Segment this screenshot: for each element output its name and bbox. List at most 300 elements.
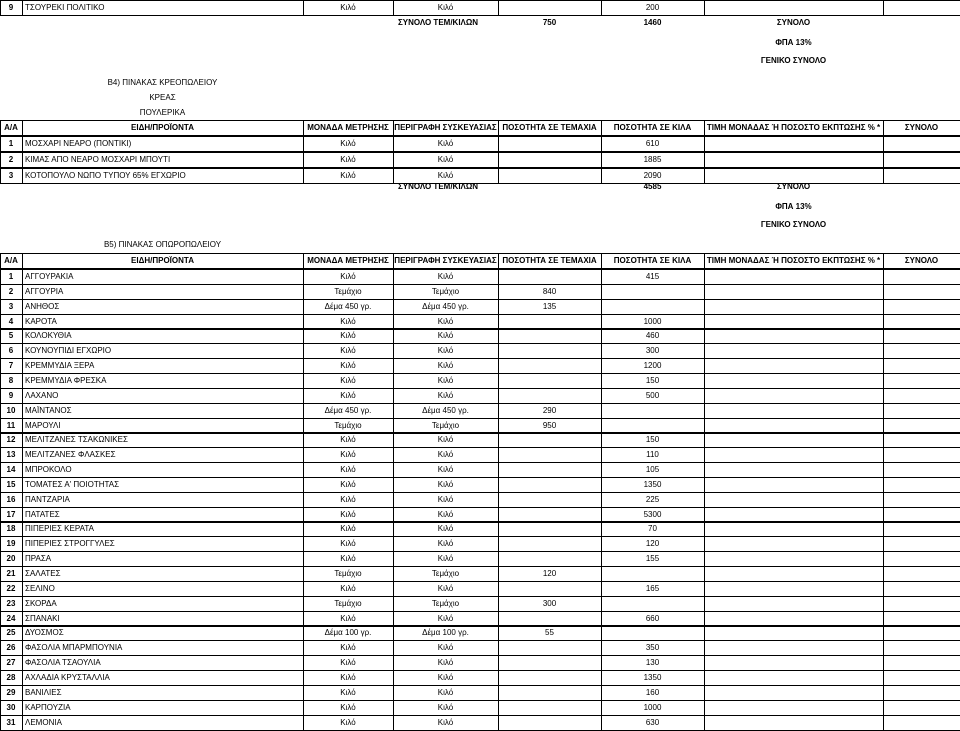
row-number: 29 bbox=[6, 687, 16, 697]
row-total bbox=[883, 269, 960, 284]
quantity-kilos bbox=[601, 403, 704, 418]
table-row bbox=[0, 536, 960, 551]
row-number: 15 bbox=[6, 479, 16, 489]
item-name: ΚΑΡΠΟΥΖΙΑ bbox=[25, 702, 71, 712]
row-total bbox=[883, 328, 960, 343]
quantity-pieces bbox=[498, 551, 601, 566]
header-aa: Α/Α bbox=[4, 256, 18, 265]
row-total bbox=[883, 0, 960, 15]
quantity-kilos: 1350 bbox=[643, 672, 662, 682]
row-number: 26 bbox=[6, 643, 16, 653]
package-description: Κιλό bbox=[437, 702, 454, 712]
table-row bbox=[0, 670, 960, 685]
table-row bbox=[0, 136, 960, 151]
row-number: 1 bbox=[8, 272, 14, 281]
row-number: 3 bbox=[8, 301, 14, 311]
quantity-kilos: 155 bbox=[645, 554, 660, 564]
unit-of-measure: Κιλό bbox=[340, 361, 356, 371]
section-subtitle-poultry bbox=[0, 105, 960, 120]
quantity-pieces bbox=[498, 611, 601, 626]
package-description: Δέμα 100 γρ. bbox=[422, 628, 469, 638]
row-number: 6 bbox=[8, 346, 14, 356]
quantity-pieces: 120 bbox=[542, 569, 557, 578]
item-name: ΠΙΠΕΡΙΕΣ ΣΤΡΟΓΓΥΛΕΣ bbox=[25, 539, 115, 549]
unit-price bbox=[704, 136, 883, 151]
row-total bbox=[883, 685, 960, 700]
quantity-pieces bbox=[498, 507, 601, 522]
unit-of-measure: Δέμα 100 γρ. bbox=[324, 628, 372, 638]
quantity-kilos: 150 bbox=[645, 435, 660, 445]
row-number: 28 bbox=[6, 672, 16, 682]
item-name: ΣΚΟΡΔΑ bbox=[25, 598, 57, 608]
section-title-b5-text: Β5) ΠΙΝΑΚΑΣ ΟΠΩΡΟΠΩΛΕΙΟΥ bbox=[103, 240, 222, 249]
unit-price bbox=[704, 655, 883, 670]
unit-of-measure: Τεμάχιο bbox=[334, 420, 362, 430]
item-name: ΑΝΗΘΟΣ bbox=[25, 301, 60, 311]
header-qty-kg: ΠΟΣΟΤΗΤΑ ΣΕ ΚΙΛΑ bbox=[613, 256, 692, 265]
item-name: ΠΑΝΤΖΑΡΙΑ bbox=[25, 494, 70, 504]
header-unit: ΜΟΝΑΔΑ ΜΕΤΡΗΣΗΣ bbox=[307, 123, 389, 132]
header-aa: Α/Α bbox=[4, 123, 18, 132]
quantity-pieces: 300 bbox=[542, 598, 557, 608]
package-description: Τεμάχιο bbox=[431, 286, 460, 296]
header-qty-pcs: ΠΟΣΟΤΗΤΑ ΣΕ ΤΕΜΑΧΙΑ bbox=[502, 256, 597, 265]
package-description: Κιλό bbox=[437, 155, 454, 164]
unit-of-measure: Κιλό bbox=[340, 554, 356, 564]
summary-grand-row bbox=[0, 53, 960, 68]
quantity-kilos: 150 bbox=[645, 375, 660, 385]
row-number: 2 bbox=[8, 286, 14, 296]
summary-pieces-total: 750 bbox=[542, 18, 557, 27]
section-title-b4 bbox=[0, 75, 960, 90]
unit-of-measure: Κιλό bbox=[340, 672, 356, 682]
table-row bbox=[0, 418, 960, 433]
package-description: Κιλό bbox=[437, 583, 454, 593]
section-subtitle-meat-text: ΚΡΕΑΣ bbox=[149, 93, 176, 102]
package-description: Κιλό bbox=[437, 331, 454, 341]
header-item: ΕΙΔΗ/ΠΡΟΪΟΝΤΑ bbox=[131, 256, 194, 265]
table-row bbox=[0, 343, 960, 358]
table-row bbox=[0, 403, 960, 418]
row-total bbox=[883, 343, 960, 358]
package-description: Κιλό bbox=[437, 613, 454, 623]
package-description: Κιλό bbox=[437, 539, 454, 549]
table-row bbox=[0, 566, 960, 581]
package-description: Κιλό bbox=[437, 479, 454, 489]
summary-total-row bbox=[0, 179, 960, 194]
row-total bbox=[883, 655, 960, 670]
item-name: ΜΕΛΙΤΖΑΝΕΣ ΤΣΑΚΩΝΙΚΕΣ bbox=[25, 435, 128, 445]
unit-of-measure: Κιλό bbox=[340, 450, 356, 460]
table-row bbox=[0, 477, 960, 492]
row-total bbox=[883, 551, 960, 566]
unit-price bbox=[704, 551, 883, 566]
package-description: Κιλό bbox=[437, 524, 454, 534]
row-number: 5 bbox=[8, 331, 14, 341]
table-row bbox=[0, 715, 960, 730]
item-name: ΛΕΜΟΝΙΑ bbox=[25, 717, 62, 727]
quantity-kilos bbox=[601, 418, 704, 433]
table-row bbox=[0, 462, 960, 477]
unit-of-measure: Κιλό bbox=[340, 155, 356, 164]
row-number: 3 bbox=[8, 171, 14, 180]
unit-of-measure: Κιλό bbox=[340, 524, 356, 534]
quantity-pieces bbox=[498, 492, 601, 507]
item-name: ΣΠΑΝΑΚΙ bbox=[25, 613, 60, 623]
quantity-kilos: 225 bbox=[645, 494, 660, 504]
row-total bbox=[883, 388, 960, 403]
row-total bbox=[883, 418, 960, 433]
unit-of-measure: Κιλό bbox=[340, 272, 356, 281]
unit-price bbox=[704, 314, 883, 329]
row-total bbox=[883, 700, 960, 715]
quantity-pieces bbox=[498, 715, 601, 730]
row-total bbox=[883, 611, 960, 626]
unit-of-measure: Κιλό bbox=[340, 494, 356, 504]
package-description: Κιλό bbox=[437, 375, 454, 385]
quantity-pieces bbox=[498, 432, 601, 447]
package-description: Κιλό bbox=[437, 658, 454, 668]
unit-price bbox=[704, 269, 883, 284]
package-description: Κιλό bbox=[437, 272, 454, 281]
summary-kilos-total: 4585 bbox=[643, 182, 662, 191]
summary-total-row bbox=[0, 15, 960, 30]
summary-sum-label: ΣΥΝΟΛΟ bbox=[776, 182, 811, 191]
table-row bbox=[0, 640, 960, 655]
unit-price bbox=[704, 0, 883, 15]
unit-of-measure: Κιλό bbox=[340, 643, 356, 653]
item-name: ΚΑΡΟΤΑ bbox=[25, 316, 57, 326]
quantity-kilos bbox=[601, 596, 704, 611]
table-header bbox=[0, 253, 960, 268]
unit-price bbox=[704, 492, 883, 507]
row-total bbox=[883, 536, 960, 551]
package-description: Κιλό bbox=[437, 316, 454, 326]
row-number: 23 bbox=[6, 598, 16, 608]
row-number: 19 bbox=[6, 539, 16, 549]
item-name: ΜΟΣΧΑΡΙ ΝΕΑΡΟ (ΠΟΝΤΙΚΙ) bbox=[25, 139, 132, 148]
item-name: ΚΟΥΝΟΥΠΙΔΙ ΕΓΧΩΡΙΟ bbox=[25, 346, 112, 356]
table-row bbox=[0, 328, 960, 343]
table-row bbox=[0, 521, 960, 536]
header-unit: ΜΟΝΑΔΑ ΜΕΤΡΗΣΗΣ bbox=[307, 256, 389, 265]
quantity-pieces bbox=[498, 700, 601, 715]
quantity-pieces: 840 bbox=[542, 286, 557, 296]
unit-of-measure: Τεμάχιο bbox=[334, 598, 362, 608]
row-total bbox=[883, 492, 960, 507]
unit-of-measure: Τεμάχιο bbox=[334, 286, 362, 296]
item-name: ΜΑΡΟΥΛΙ bbox=[25, 420, 61, 430]
package-description: Κιλό bbox=[437, 687, 454, 697]
quantity-pieces: 950 bbox=[542, 420, 557, 430]
row-total bbox=[883, 715, 960, 730]
quantity-pieces bbox=[498, 477, 601, 492]
unit-price bbox=[704, 477, 883, 492]
item-name: ΚΟΛΟΚΥΘΙΑ bbox=[25, 331, 72, 341]
summary-grand-row bbox=[0, 217, 960, 232]
row-total bbox=[883, 284, 960, 299]
package-description: Κιλό bbox=[437, 3, 454, 12]
unit-price bbox=[704, 462, 883, 477]
unit-of-measure: Κιλό bbox=[340, 465, 356, 475]
row-total bbox=[883, 299, 960, 314]
row-number: 13 bbox=[6, 450, 16, 460]
package-description: Τεμάχιο bbox=[431, 598, 460, 608]
unit-of-measure: Κιλό bbox=[340, 509, 356, 519]
unit-price bbox=[704, 536, 883, 551]
quantity-pieces: 290 bbox=[542, 405, 557, 415]
quantity-kilos: 660 bbox=[645, 613, 660, 623]
unit-of-measure: Κιλό bbox=[340, 435, 356, 445]
section-title-b4-text: Β4) ΠΙΝΑΚΑΣ ΚΡΕΟΠΩΛΕΙΟΥ bbox=[107, 78, 218, 87]
unit-of-measure: Δέμα 450 γρ. bbox=[324, 301, 372, 311]
unit-of-measure: Κιλό bbox=[340, 702, 356, 712]
package-description: Κιλό bbox=[437, 717, 454, 727]
item-name: ΦΑΣΟΛΙΑ ΤΣΑΟΥΛΙΑ bbox=[25, 658, 101, 668]
item-name: ΠΑΤΑΤΕΣ bbox=[25, 509, 60, 519]
item-name: ΠΙΠΕΡΙΕΣ ΚΕΡΑΤΑ bbox=[25, 524, 94, 534]
row-number: 22 bbox=[6, 583, 16, 593]
row-number: 30 bbox=[6, 702, 16, 712]
row-total bbox=[883, 477, 960, 492]
row-number: 1 bbox=[8, 139, 14, 148]
unit-of-measure: Δέμα 450 γρ. bbox=[324, 405, 372, 415]
data-row bbox=[0, 0, 960, 15]
section-title-b5 bbox=[0, 237, 960, 252]
row-number: 9 bbox=[8, 390, 14, 400]
summary-vat-row bbox=[0, 199, 960, 214]
row-number: 11 bbox=[6, 420, 16, 430]
row-total bbox=[883, 136, 960, 151]
table-row bbox=[0, 625, 960, 640]
table-row bbox=[0, 507, 960, 522]
item-name: ΚΟΤΟΠΟΥΛΟ ΝΩΠΟ ΤΥΠΟΥ 65% ΕΓΧΩΡΙΟ bbox=[25, 171, 186, 180]
package-description: Κιλό bbox=[437, 554, 454, 564]
row-number: 8 bbox=[8, 375, 14, 385]
quantity-pieces bbox=[498, 670, 601, 685]
package-description: Δέμα 450 γρ. bbox=[422, 301, 469, 311]
row-total bbox=[883, 566, 960, 581]
quantity-kilos: 1000 bbox=[643, 316, 662, 326]
unit-of-measure: Τεμάχιο bbox=[334, 569, 362, 578]
item-name: ΜΠΡΟΚΟΛΟ bbox=[25, 465, 72, 475]
quantity-kilos: 120 bbox=[645, 539, 660, 549]
item-name: ΚΙΜΑΣ ΑΠΟ ΝΕΑΡΟ ΜΟΣΧΑΡΙ ΜΠΟΥΤΙ bbox=[25, 155, 171, 164]
table-row bbox=[0, 284, 960, 299]
item-name: ΤΟΜΑΤΕΣ Α' ΠΟΙΟΤΗΤΑΣ bbox=[25, 479, 120, 489]
row-number: 21 bbox=[6, 569, 16, 578]
quantity-kilos: 630 bbox=[645, 717, 660, 727]
table-row bbox=[0, 299, 960, 314]
package-description: Κιλό bbox=[437, 435, 454, 445]
unit-price bbox=[704, 343, 883, 358]
quantity-kilos: 5300 bbox=[643, 509, 662, 519]
row-number: 12 bbox=[6, 435, 16, 445]
quantity-pieces bbox=[498, 581, 601, 596]
package-description: Κιλό bbox=[437, 450, 454, 460]
quantity-kilos: 350 bbox=[645, 643, 660, 653]
row-total bbox=[883, 314, 960, 329]
table-row bbox=[0, 269, 960, 284]
header-price: ΤΙΜΗ ΜΟΝΑΔΑΣ Ή ΠΟΣΟΣΤΟ ΕΚΠΤΩΣΗΣ % * bbox=[706, 256, 881, 265]
package-description: Κιλό bbox=[437, 509, 454, 519]
quantity-pieces bbox=[498, 462, 601, 477]
row-total bbox=[883, 625, 960, 640]
row-total bbox=[883, 640, 960, 655]
row-total bbox=[883, 432, 960, 447]
row-number: 7 bbox=[8, 361, 14, 371]
row-total bbox=[883, 447, 960, 462]
quantity-kilos: 70 bbox=[648, 524, 657, 534]
quantity-pieces bbox=[498, 685, 601, 700]
row-total bbox=[883, 521, 960, 536]
unit-price bbox=[704, 521, 883, 536]
item-name: ΜΑΪΝΤΑΝΟΣ bbox=[25, 405, 72, 415]
summary-total-label: ΣΥΝΟΛΟ ΤΕΜ/ΚΙΛΩΝ bbox=[397, 182, 479, 191]
unit-price bbox=[704, 566, 883, 581]
quantity-kilos: 300 bbox=[645, 346, 660, 356]
quantity-pieces bbox=[498, 328, 601, 343]
package-description: Κιλό bbox=[437, 171, 454, 180]
unit-price bbox=[704, 299, 883, 314]
unit-of-measure: Κιλό bbox=[340, 613, 356, 623]
quantity-pieces bbox=[498, 521, 601, 536]
item-name: ΚΡΕΜΜΥΔΙΑ ΞΕΡΑ bbox=[25, 361, 95, 371]
header-total: ΣΥΝΟΛΟ bbox=[904, 256, 939, 265]
row-total bbox=[883, 596, 960, 611]
quantity-pieces bbox=[498, 343, 601, 358]
row-number: 24 bbox=[6, 613, 16, 623]
row-number: 16 bbox=[6, 494, 16, 504]
summary-vat-label: ΦΠΑ 13% bbox=[775, 38, 812, 47]
row-number: 25 bbox=[6, 628, 16, 638]
table-row bbox=[0, 492, 960, 507]
section-subtitle-meat bbox=[0, 90, 960, 105]
row-total bbox=[883, 152, 960, 167]
package-description: Κιλό bbox=[437, 139, 454, 148]
unit-of-measure: Κιλό bbox=[340, 375, 356, 385]
row-number: 2 bbox=[8, 155, 14, 164]
quantity-kilos: 110 bbox=[646, 450, 659, 460]
unit-of-measure: Κιλό bbox=[340, 316, 356, 326]
package-description: Κιλό bbox=[437, 494, 454, 504]
table-row bbox=[0, 655, 960, 670]
table-row bbox=[0, 581, 960, 596]
table-row bbox=[0, 685, 960, 700]
item-name: ΚΡΕΜΜΥΔΙΑ ΦΡΕΣΚΑ bbox=[25, 375, 107, 385]
quantity-kilos: 165 bbox=[645, 583, 660, 593]
section-subtitle-poultry-text: ΠΟΥΛΕΡΙΚΑ bbox=[139, 108, 186, 117]
unit-of-measure: Κιλό bbox=[340, 171, 356, 180]
quantity-pieces bbox=[498, 536, 601, 551]
quantity-kilos: 1000 bbox=[643, 702, 662, 712]
quantity-kilos: 105 bbox=[645, 465, 660, 475]
summary-sum-label: ΣΥΝΟΛΟ bbox=[776, 18, 811, 27]
item-name: ΣΕΛΙΝΟ bbox=[25, 583, 55, 593]
header-price: ΤΙΜΗ ΜΟΝΑΔΑΣ Ή ΠΟΣΟΣΤΟ ΕΚΠΤΩΣΗΣ % * bbox=[706, 123, 881, 132]
unit-of-measure: Κιλό bbox=[340, 331, 356, 341]
package-description: Κιλό bbox=[437, 390, 454, 400]
package-description: Κιλό bbox=[437, 672, 454, 682]
row-total bbox=[883, 373, 960, 388]
table-row bbox=[0, 373, 960, 388]
unit-price bbox=[704, 596, 883, 611]
package-description: Κιλό bbox=[437, 361, 454, 371]
quantity-pieces bbox=[498, 136, 601, 151]
quantity-pieces bbox=[498, 152, 601, 167]
quantity-pieces bbox=[498, 388, 601, 403]
quantity-pieces: 135 bbox=[542, 301, 557, 311]
header-pack: ΠΕΡΙΓΡΑΦΗ ΣΥΣΚΕΥΑΣΙΑΣ bbox=[394, 256, 497, 265]
unit-price bbox=[704, 152, 883, 167]
unit-of-measure: Κιλό bbox=[340, 479, 356, 489]
quantity-kilos bbox=[601, 284, 704, 299]
item-name: ΤΣΟΥΡΕΚΙ ΠΟΛΙΤΙΚΟ bbox=[25, 3, 105, 12]
unit-of-measure: Κιλό bbox=[340, 717, 356, 727]
table-row bbox=[0, 358, 960, 373]
unit-price bbox=[704, 328, 883, 343]
summary-vat-row bbox=[0, 35, 960, 50]
row-number: 18 bbox=[6, 524, 16, 534]
quantity-pieces bbox=[498, 655, 601, 670]
table-row bbox=[0, 551, 960, 566]
unit-of-measure: Κιλό bbox=[340, 658, 356, 668]
item-name: ΣΑΛΑΤΕΣ bbox=[25, 569, 61, 578]
unit-price bbox=[704, 403, 883, 418]
quantity-pieces bbox=[498, 640, 601, 655]
header-qty-pcs: ΠΟΣΟΤΗΤΑ ΣΕ ΤΕΜΑΧΙΑ bbox=[502, 123, 597, 132]
summary-total-label: ΣΥΝΟΛΟ ΤΕΜ/ΚΙΛΩΝ bbox=[397, 18, 479, 27]
unit-price bbox=[704, 284, 883, 299]
table-header bbox=[0, 120, 960, 135]
item-name: ΜΕΛΙΤΖΑΝΕΣ ΦΛΑΣΚΕΣ bbox=[25, 450, 116, 460]
unit-price bbox=[704, 447, 883, 462]
row-number: 27 bbox=[6, 658, 16, 668]
summary-vat-label: ΦΠΑ 13% bbox=[775, 202, 812, 211]
quantity-pieces bbox=[498, 447, 601, 462]
quantity-kilos: 2090 bbox=[643, 171, 662, 180]
unit-of-measure: Κιλό bbox=[340, 346, 356, 356]
quantity-pieces bbox=[498, 314, 601, 329]
quantity-kilos: 500 bbox=[645, 390, 660, 400]
package-description: Τεμάχιο bbox=[431, 420, 460, 430]
quantity-pieces bbox=[498, 269, 601, 284]
package-description: Δέμα 450 γρ. bbox=[422, 405, 469, 415]
table-row bbox=[0, 388, 960, 403]
table-row bbox=[0, 152, 960, 167]
quantity-kilos: 1885 bbox=[643, 155, 662, 164]
row-total bbox=[883, 670, 960, 685]
unit-of-measure: Κιλό bbox=[340, 139, 356, 148]
summary-grand-label: ΓΕΝΙΚΟ ΣΥΝΟΛΟ bbox=[760, 220, 827, 229]
table-row bbox=[0, 611, 960, 626]
package-description: Κιλό bbox=[437, 346, 454, 356]
quantity-kilos: 200 bbox=[645, 3, 660, 12]
item-name: ΛΑΧΑΝΟ bbox=[25, 390, 59, 400]
row-number: 14 bbox=[6, 465, 16, 475]
table-row bbox=[0, 447, 960, 462]
row-number: 9 bbox=[8, 3, 14, 12]
unit-price bbox=[704, 685, 883, 700]
unit-price bbox=[704, 670, 883, 685]
item-name: ΠΡΑΣΑ bbox=[25, 554, 52, 564]
row-total bbox=[883, 507, 960, 522]
unit-price bbox=[704, 507, 883, 522]
item-name: ΑΓΓΟΥΡΙΑ bbox=[25, 286, 64, 296]
table-row bbox=[0, 596, 960, 611]
package-description: Κιλό bbox=[437, 643, 454, 653]
unit-of-measure: Κιλό bbox=[340, 583, 356, 593]
